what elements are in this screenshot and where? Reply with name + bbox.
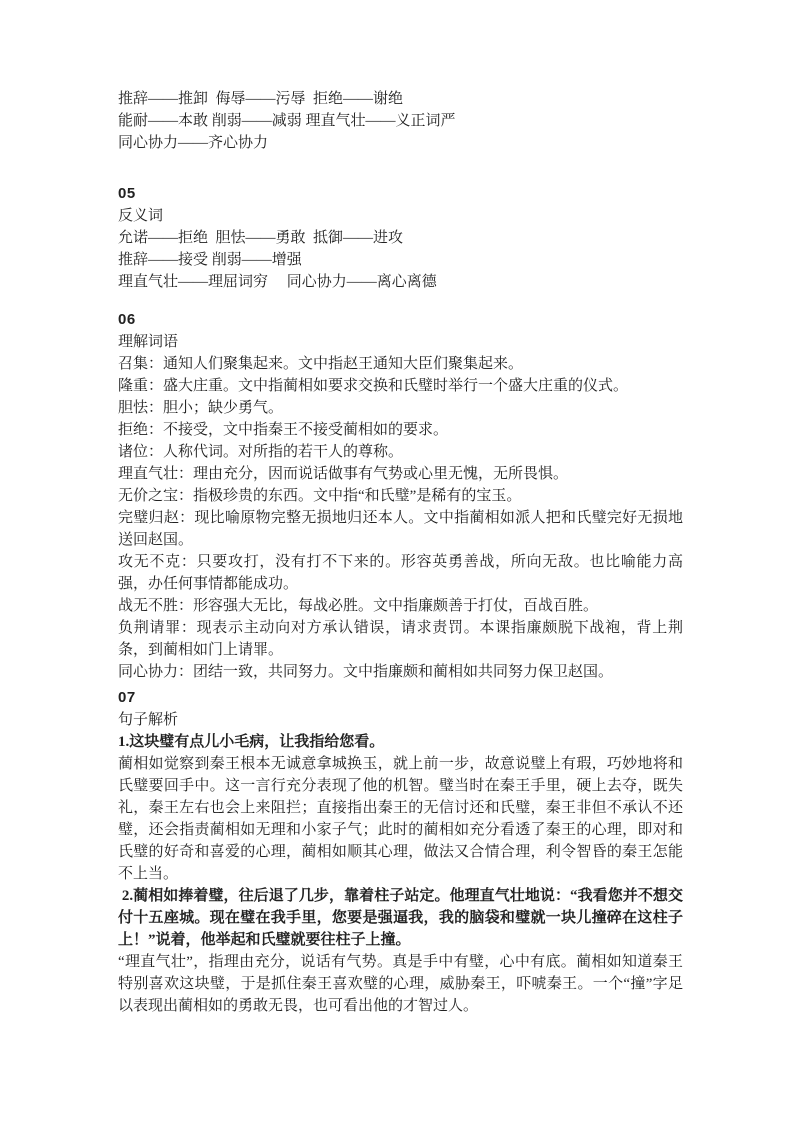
section-word-meanings <box>118 309 683 683</box>
doc-paragraph: 1.这块璧有点儿小毛病，让我指给您看。 <box>118 734 385 750</box>
doc-paragraph: 同心协力：团结一致，共同努力。文中指廉颇和蔺相如共同努力保卫赵国。 <box>118 664 614 680</box>
doc-paragraph: 拒绝：不接受，文中指秦王不接受蔺相如的要求。 <box>118 422 449 438</box>
doc-paragraph: 能耐——本敢 削弱——减弱 理直气壮——义正词严 <box>118 113 456 129</box>
doc-paragraph: 诸位：人称代词。对所指的若干人的尊称。 <box>118 444 404 460</box>
doc-paragraph: 隆重：盛大庄重。文中指蔺相如要求交换和氏璧时举行一个盛大庄重的仪式。 <box>118 378 629 394</box>
synonym-continuation-block <box>118 88 683 154</box>
section-number: 07 <box>118 689 136 706</box>
section-title: 理解词语 <box>118 334 179 350</box>
doc-paragraph: 胆怯：胆小；缺少勇气。 <box>118 400 284 416</box>
section-title: 句子解析 <box>118 712 179 728</box>
section-title: 反义词 <box>118 208 164 224</box>
doc-paragraph: 同心协力——齐心协力 <box>118 135 269 151</box>
section-sentence-analysis <box>118 687 683 1017</box>
doc-paragraph: 允诺——拒绝 胆怯——勇敢 抵御——进攻 <box>118 230 404 246</box>
doc-paragraph: 完璧归赵：现比喻原物完整无损地归还本人。文中指蔺相如派人把和氏璧完好无损地送回赵国。 <box>118 510 683 548</box>
doc-paragraph: 无价之宝：指极珍贵的东西。文中指“和氏璧”是稀有的宝玉。 <box>118 488 522 504</box>
doc-paragraph: 推辞——接受 削弱——增强 <box>118 252 302 268</box>
doc-paragraph: 负荆请罪：现表示主动向对方承认错误，请求责罚。本课指廉颇脱下战袍，背上荆条，到蔺相如门上请罪。 <box>118 620 683 658</box>
doc-paragraph: 理直气壮：理由充分，因而说话做事有气势或心里无愧，无所畏惧。 <box>118 466 569 482</box>
doc-paragraph: 攻无不克：只要攻打，没有打不下来的。形容英勇善战，所向无敌。也比喻能力高强，办任何事情都能成功。 <box>118 554 683 592</box>
section-antonyms <box>118 183 683 293</box>
doc-paragraph: 召集：通知人们聚集起来。文中指赵王通知大臣们聚集起来。 <box>118 356 524 372</box>
section-number: 06 <box>118 311 136 328</box>
analysis-paragraphs <box>118 731 683 1017</box>
doc-paragraph: “理直气壮”，指理由充分，说话有气势。真是手中有璧，心中有底。蔺相如知道秦王特别喜欢这块璧，于是抓住秦王喜欢璧的心理，威胁秦王，吓唬秦王。一个“撞”字足以表现出蔺相如的勇敢无畏，也可看出他的才智过人。 <box>118 954 683 1014</box>
antonym-lines <box>118 227 683 293</box>
word-meaning-entries <box>118 353 683 683</box>
doc-paragraph: 2.蔺相如捧着璧，往后退了几步，靠着柱子站定。他理直气壮地说：“我看您并不想交付十五座城。现在璧在我手里，您要是强逼我，我的脑袋和璧就一块儿撞碎在这柱子上！”说着，他举起和氏璧就要往柱子上撞。 <box>118 888 684 948</box>
section-number: 05 <box>118 185 136 202</box>
doc-paragraph: 理直气壮——理屈词穷 同心协力——离心离德 <box>118 274 437 290</box>
doc-paragraph: 推辞——推卸 侮辱——污辱 拒绝——谢绝 <box>118 91 404 107</box>
doc-paragraph: 蔺相如觉察到秦王根本无诚意拿城换玉，就上前一步，故意说璧上有瑕，巧妙地将和氏璧要回手中。这一言行充分表现了他的机智。璧当时在秦王手里，硬上去夺，既失礼，秦王左右也会上来阻拦；直接指出秦王的无信讨还和氏璧，秦王非但不承认不还璧，还会指责蔺相如无理和小家子气；此时的蔺相如充分看透了秦王的心理，即对和氏璧的好奇和喜爱的心理，蔺相如顺其心理，做法又合情合理，利令智昏的秦王怎能不上当。 <box>118 756 683 882</box>
doc-paragraph: 战无不胜：形容强大无比，每战必胜。文中指廉颇善于打仗，百战百胜。 <box>118 598 599 614</box>
synonym-lines <box>118 88 683 154</box>
